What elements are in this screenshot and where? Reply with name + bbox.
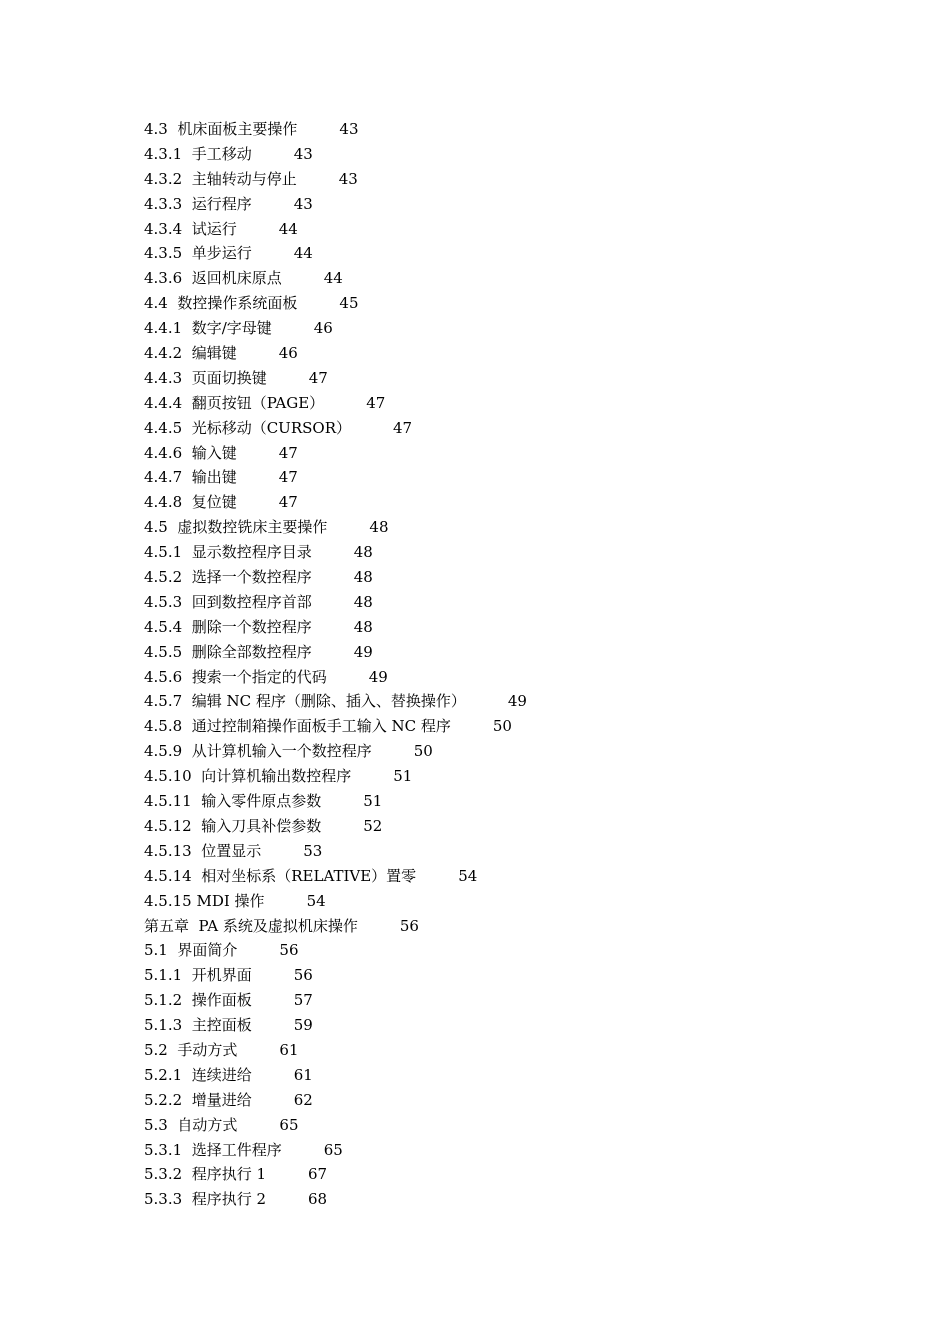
toc-entry-title: 5.2.2 增量进给 <box>144 1090 252 1109</box>
toc-entry <box>144 615 904 640</box>
toc-entry-title: 5.3.2 程序执行 1 <box>144 1165 267 1184</box>
toc-entry <box>144 814 904 839</box>
toc-entry <box>144 1013 904 1038</box>
toc-entry-title: 4.5.11 输入零件原点参数 <box>144 792 322 811</box>
toc-entry <box>144 465 904 490</box>
toc-entry <box>144 938 904 963</box>
toc-entry-title: 4.3.5 单步运行 <box>144 244 252 263</box>
toc-entry-page-number: 61 <box>279 1040 299 1059</box>
toc-entry-title: 4.4.8 复位键 <box>144 493 237 512</box>
toc-entry-title: 5.1.2 操作面板 <box>144 991 252 1010</box>
toc-entry <box>144 217 904 242</box>
toc-entry-title: 5.3.1 选择工件程序 <box>144 1140 282 1159</box>
toc-entry <box>144 839 904 864</box>
toc-entry-title: 4.4 数控操作系统面板 <box>144 294 298 313</box>
toc-entry-page-number: 65 <box>323 1140 343 1159</box>
toc-entry-page-number: 50 <box>492 717 512 736</box>
toc-entry-title: 4.5 虚拟数控铣床主要操作 <box>144 518 328 537</box>
toc-entry <box>144 889 904 914</box>
toc-entry-page-number: 43 <box>293 144 313 163</box>
toc-entry-title: 4.5.5 删除全部数控程序 <box>144 642 312 661</box>
toc-entry-page-number: 49 <box>353 642 373 661</box>
toc-entry-title: 4.3 机床面板主要操作 <box>144 120 298 138</box>
toc-entry <box>144 789 904 814</box>
toc-entry-page-number: 48 <box>353 543 373 562</box>
toc-entry-page-number: 47 <box>308 368 328 387</box>
toc-entry-page-number: 62 <box>293 1090 313 1109</box>
toc-entry-title: 4.5.12 输入刀具补偿参数 <box>144 816 322 835</box>
toc-entry-page-number: 56 <box>279 941 299 960</box>
toc-entry-title: 4.5.14 相对坐标系（RELATIVE）置零 <box>144 866 417 885</box>
toc-entry-page-number: 65 <box>279 1115 299 1134</box>
toc-entry-title: 4.4.7 输出键 <box>144 468 237 487</box>
toc-entry-page-number: 61 <box>293 1065 313 1084</box>
toc-entry-page-number: 43 <box>293 194 313 213</box>
toc-entry-page-number: 53 <box>303 841 323 860</box>
toc-entry-page-number: 54 <box>306 891 326 910</box>
toc-entry-title: 4.5.9 从计算机输入一个数控程序 <box>144 742 372 761</box>
toc-entry <box>144 366 904 391</box>
toc-entry <box>144 1113 904 1138</box>
toc-entry-title: 4.5.4 删除一个数控程序 <box>144 617 312 636</box>
toc-entry <box>144 689 904 714</box>
toc-entry <box>144 1138 904 1163</box>
toc-entry-title: 4.5.10 向计算机输出数控程序 <box>144 767 352 786</box>
toc-entry <box>144 241 904 266</box>
toc-entry <box>144 416 904 441</box>
toc-entry <box>144 1038 904 1063</box>
toc-entry-title: 4.4.5 光标移动（CURSOR） <box>144 418 351 437</box>
toc-entry <box>144 714 904 739</box>
toc-entry <box>144 665 904 690</box>
toc-entry-page-number: 51 <box>363 792 383 811</box>
toc-entry-page-number: 48 <box>369 518 389 537</box>
toc-entry <box>144 864 904 889</box>
toc-entry <box>144 1063 904 1088</box>
toc-entry-title: 4.5.13 位置显示 <box>144 841 262 860</box>
toc-entry-title: 4.4.1 数字/字母键 <box>144 319 272 338</box>
toc-entry <box>144 490 904 515</box>
toc-entry-page-number: 49 <box>507 692 527 711</box>
toc-entry <box>144 1187 904 1212</box>
toc-entry-title: 5.1 界面简介 <box>144 941 238 960</box>
table-of-contents <box>144 117 904 1212</box>
toc-entry <box>144 291 904 316</box>
toc-entry-title: 4.3.6 返回机床原点 <box>144 269 282 288</box>
toc-entry <box>144 764 904 789</box>
toc-entry-title: 4.4.2 编辑键 <box>144 344 237 363</box>
toc-entry-page-number: 49 <box>368 667 388 686</box>
toc-entry <box>144 192 904 217</box>
toc-entry-title: 4.5.8 通过控制箱操作面板手工输入 NC 程序 <box>144 717 451 736</box>
toc-entry <box>144 441 904 466</box>
toc-entry-page-number: 68 <box>308 1190 328 1209</box>
toc-entry-page-number: 48 <box>353 568 373 587</box>
toc-entry <box>144 540 904 565</box>
toc-entry-title: 4.4.3 页面切换键 <box>144 368 267 387</box>
toc-entry-title: 4.5.1 显示数控程序目录 <box>144 543 312 562</box>
toc-entry-title: 4.3.4 试运行 <box>144 219 237 238</box>
toc-entry-page-number: 45 <box>339 294 359 313</box>
toc-entry <box>144 914 904 939</box>
toc-entry <box>144 640 904 665</box>
toc-entry <box>144 1088 904 1113</box>
toc-entry <box>144 167 904 192</box>
toc-entry <box>144 341 904 366</box>
toc-entry-page-number: 47 <box>278 443 298 462</box>
toc-entry-page-number: 59 <box>293 1016 313 1035</box>
toc-entry <box>144 142 904 167</box>
toc-entry-title: 5.2.1 连续进给 <box>144 1065 252 1084</box>
toc-entry-title: 5.2 手动方式 <box>144 1040 238 1059</box>
toc-entry-title: 4.5.6 搜索一个指定的代码 <box>144 667 327 686</box>
toc-entry-page-number: 47 <box>392 418 413 437</box>
toc-entry-title: 5.1.1 开机界面 <box>144 966 252 985</box>
toc-entry-page-number: 56 <box>293 966 313 985</box>
toc-entry-title: 5.1.3 主控面板 <box>144 1016 252 1035</box>
toc-entry-page-number: 46 <box>278 344 298 363</box>
toc-entry-page-number: 48 <box>353 617 373 636</box>
toc-entry-page-number: 43 <box>338 169 358 188</box>
toc-entry-page-number: 47 <box>366 393 386 412</box>
toc-entry <box>144 515 904 540</box>
toc-entry-page-number: 44 <box>323 269 343 288</box>
toc-entry <box>144 316 904 341</box>
toc-entry <box>144 391 904 416</box>
toc-entry <box>144 739 904 764</box>
toc-entry-title: 4.5.7 编辑 NC 程序（删除、插入、替换操作） <box>144 692 466 711</box>
toc-entry <box>144 117 904 142</box>
toc-entry-page-number: 43 <box>339 120 359 138</box>
toc-entry-page-number: 44 <box>293 244 313 263</box>
toc-entry-page-number: 47 <box>278 468 298 487</box>
toc-entry-page-number: 46 <box>313 319 333 338</box>
toc-entry-page-number: 48 <box>353 592 373 611</box>
toc-entry-page-number: 51 <box>393 767 413 786</box>
toc-entry-page-number: 57 <box>293 991 313 1010</box>
toc-entry-title: 4.5.15 MDI 操作 <box>144 891 265 910</box>
toc-entry-title: 4.5.3 回到数控程序首部 <box>144 592 312 611</box>
toc-entry-title: 4.3.2 主轴转动与停止 <box>144 169 297 188</box>
toc-entry-title: 4.5.2 选择一个数控程序 <box>144 568 312 587</box>
toc-entry-page-number: 67 <box>308 1165 328 1184</box>
toc-entry-page-number: 50 <box>413 742 433 761</box>
toc-entry-title: 第五章 PA 系统及虚拟机床操作 <box>144 916 358 935</box>
toc-entry-page-number: 52 <box>363 816 383 835</box>
toc-entry-title: 4.3.3 运行程序 <box>144 194 252 213</box>
toc-entry-page-number: 47 <box>278 493 298 512</box>
toc-entry <box>144 1162 904 1187</box>
toc-entry-title: 5.3 自动方式 <box>144 1115 238 1134</box>
toc-entry <box>144 988 904 1013</box>
toc-entry-title: 5.3.3 程序执行 2 <box>144 1190 267 1209</box>
toc-entry-page-number: 44 <box>278 219 298 238</box>
toc-entry <box>144 266 904 291</box>
toc-entry <box>144 590 904 615</box>
toc-entry-title: 4.4.6 输入键 <box>144 443 237 462</box>
toc-entry-page-number: 54 <box>458 866 478 885</box>
toc-entry-page-number: 56 <box>399 916 419 935</box>
toc-entry <box>144 565 904 590</box>
toc-entry <box>144 963 904 988</box>
toc-entry-title: 4.3.1 手工移动 <box>144 144 252 163</box>
toc-entry-title: 4.4.4 翻页按钮（PAGE） <box>144 393 325 412</box>
